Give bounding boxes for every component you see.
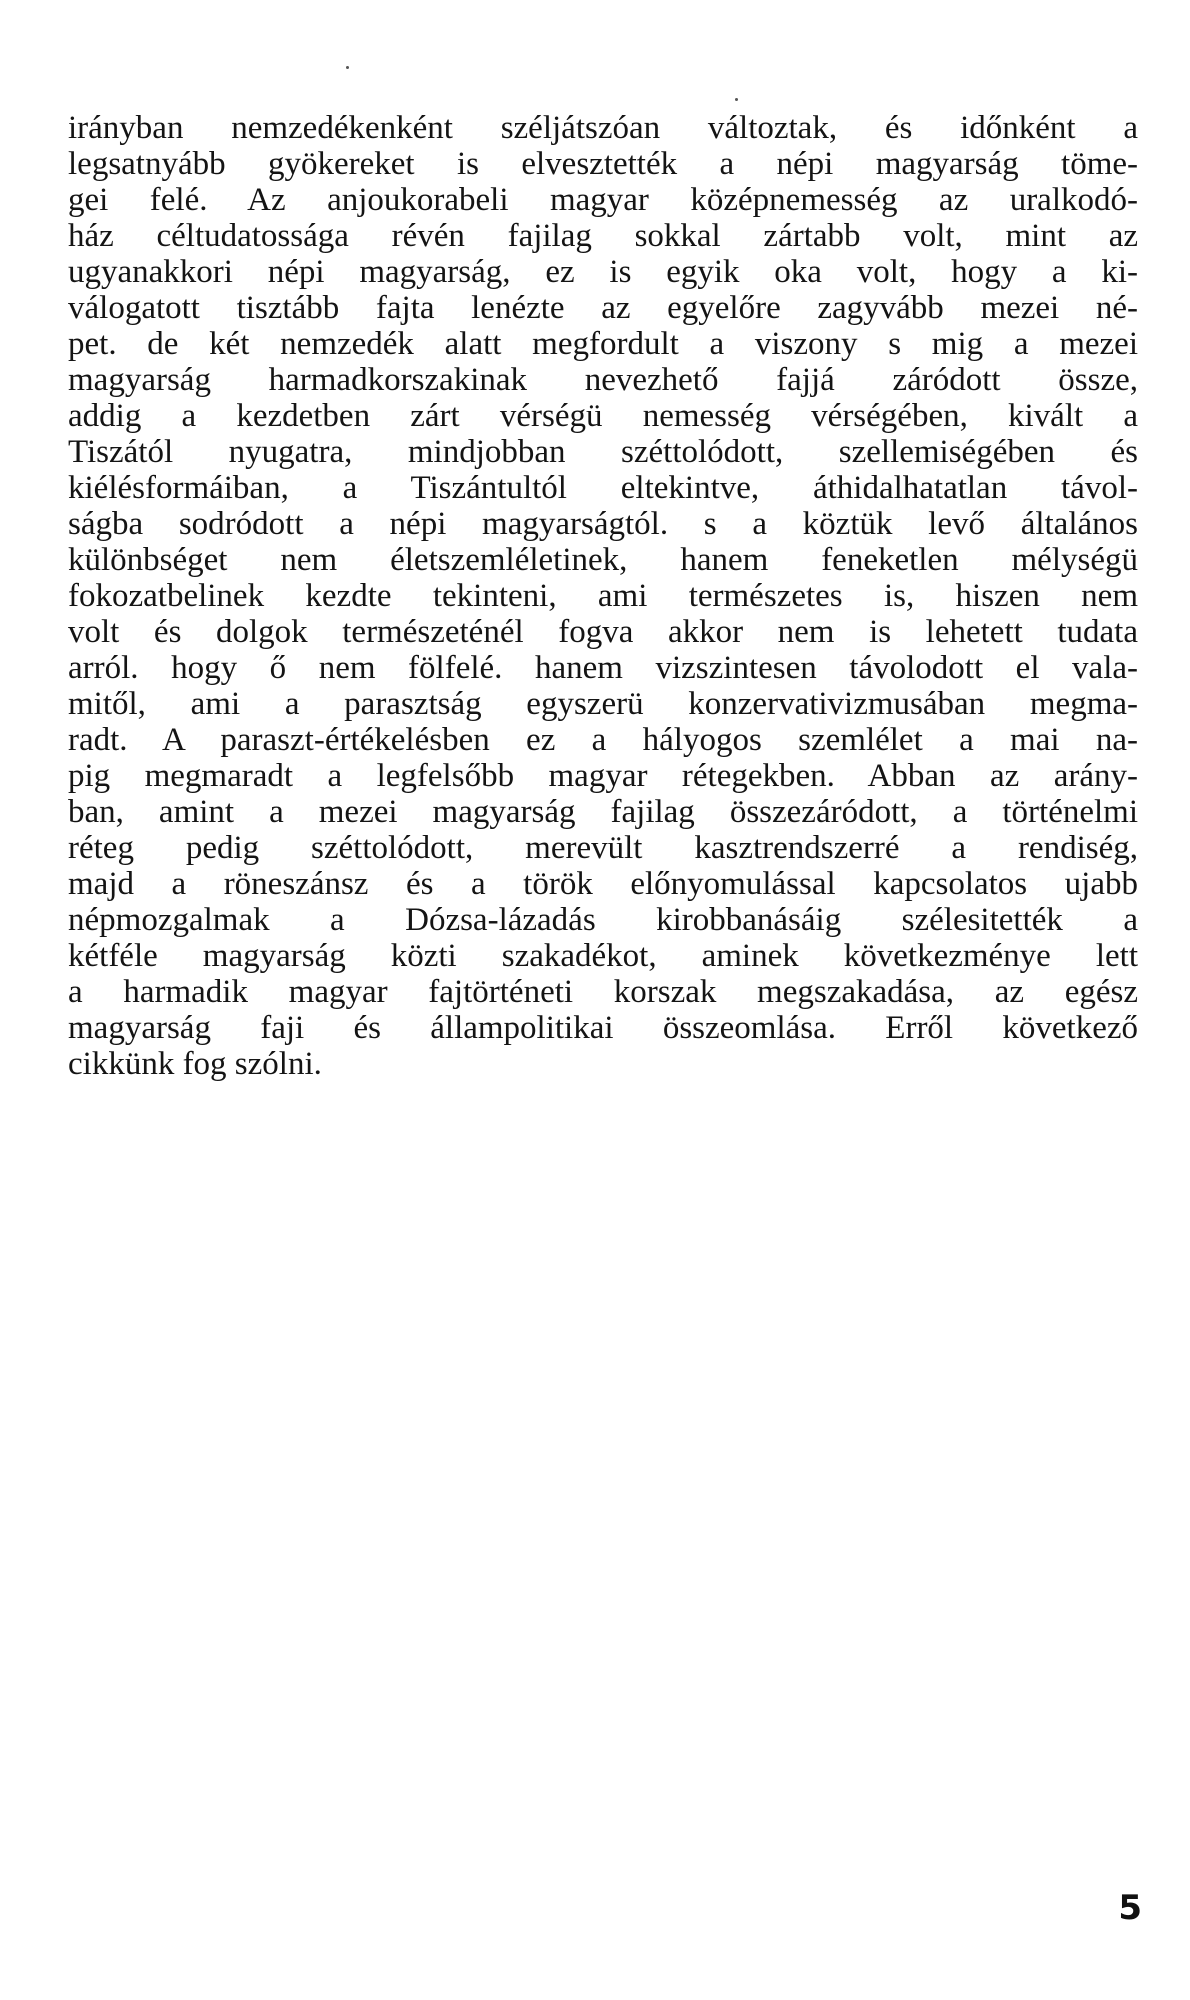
text-line: ban, amint a mezei magyarság fajilag összezáródott, a történelmi	[68, 794, 1138, 830]
body-text	[68, 110, 1138, 1082]
text-line: pet. de két nemzedék alatt megfordult a viszony s mig a mezei	[68, 326, 1138, 362]
text-line: fokozatbelinek kezdte tekinteni, ami természetes is, hiszen nem	[68, 578, 1138, 614]
text-line: ságba sodródott a népi magyarságtól. s a köztük levő általános	[68, 506, 1138, 542]
paper-speck	[735, 98, 738, 101]
text-line: volt és dolgok természeténél fogva akkor nem is lehetett tudata	[68, 614, 1138, 650]
text-line: népmozgalmak a Dózsa-lázadás kirobbanásáig szélesitették a	[68, 902, 1138, 938]
paper-speck	[346, 66, 349, 69]
text-line: magyarság faji és állampolitikai összeomlása. Erről következő	[68, 1010, 1138, 1046]
text-line-final: cikkünk fog szólni.	[68, 1046, 322, 1082]
text-line: különbséget nem életszemléletinek, hanem feneketlen mélységü	[68, 542, 1138, 578]
text-line: legsatnyább gyökereket is elvesztették a népi magyarság töme-	[68, 146, 1138, 182]
text-line: magyarság harmadkorszakinak nevezhető fajjá záródott össze,	[68, 362, 1138, 398]
text-line: addig a kezdetben zárt vérségü nemesség vérségében, kivált a	[68, 398, 1138, 434]
text-line: arról. hogy ő nem fölfelé. hanem vizszintesen távolodott el vala-	[68, 650, 1138, 686]
text-line: radt. A paraszt-értékelésben ez a hályogos szemlélet a mai na-	[68, 722, 1138, 758]
text-line: kiélésformáiban, a Tiszántultól eltekintve, áthidalhatatlan távol-	[68, 470, 1138, 506]
text-line: réteg pedig széttolódott, merevült kasztrendszerré a rendiség,	[68, 830, 1138, 866]
text-line: válogatott tisztább fajta lenézte az egyelőre zagyvább mezei né-	[68, 290, 1138, 326]
page-number: 5	[1118, 1888, 1142, 1928]
text-line: ugyanakkori népi magyarság, ez is egyik oka volt, hogy a ki-	[68, 254, 1138, 290]
text-line: pig megmaradt a legfelsőbb magyar rétegekben. Abban az arány-	[68, 758, 1138, 794]
text-line: mitől, ami a parasztság egyszerü konzervativizmusában megma-	[68, 686, 1138, 722]
text-line: kétféle magyarság közti szakadékot, aminek következménye lett	[68, 938, 1138, 974]
text-line: ház céltudatossága révén fajilag sokkal zártabb volt, mint az	[68, 218, 1138, 254]
text-line: gei felé. Az anjoukorabeli magyar középnemesség az uralkodó-	[68, 182, 1138, 218]
text-line: majd a röneszánsz és a török előnyomulással kapcsolatos ujabb	[68, 866, 1138, 902]
text-line: irányban nemzedékenként széljátszóan változtak, és időnként a	[68, 110, 1138, 146]
text-line: Tiszától nyugatra, mindjobban széttolódott, szellemiségében és	[68, 434, 1138, 470]
text-line: a harmadik magyar fajtörténeti korszak megszakadása, az egész	[68, 974, 1138, 1010]
